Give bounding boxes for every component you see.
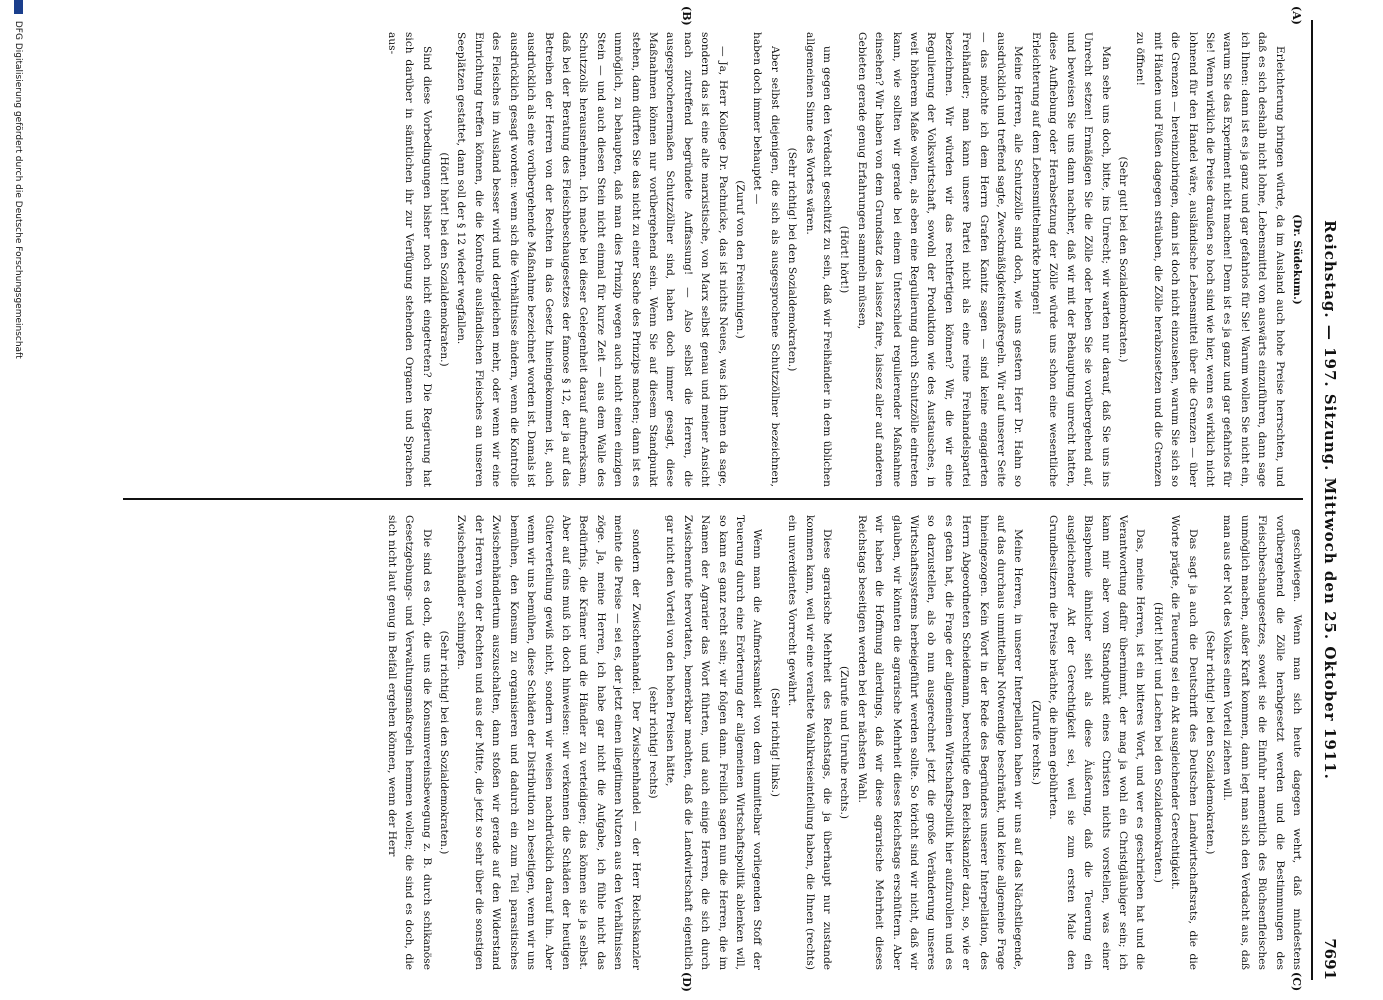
paragraph: Die sind es doch, die uns die Konsumvereinsbewegung z. B. durch schikanöse Gesetzgebungs- und Verwaltungsmaßregeln hemmen wollen; die sind es doch, die sich nicht laut genug in Beifall ergehen können, wenn der Herr xyxy=(385,515,433,970)
margin-mark-a: (A) xyxy=(1290,6,1303,25)
page-footer xyxy=(13,0,23,1000)
header-page-number: 7691 xyxy=(1321,938,1339,980)
paragraph: Diese agrarische Mehrheit des Reichstags, die ja überhaupt nur zustande kommen kann, weil wir eine veraltete Wahlkreiseinteilung haben, die Ihnen (rechts) ein unverdientes Vorrecht gewährt. xyxy=(786,515,834,970)
paragraph: Man sehe uns doch, bitte, ins Unrecht; wir warten nur darauf, daß Sie uns ins Unrecht setzen! Ermäßigen Sie die Zölle oder heben Sie sie vorübergehend auf, und beweisen Sie uns dann nachher, daß wir mit der Behauptung unrecht hatten, diese Aufhebung oder Herabsetzung der Zölle würde uns schon eine wesentliche Erleichterung auf dem Lebensmittelmarkte bringen! xyxy=(1029,32,1112,487)
interjection: (Sehr richtig! bei den Sozialdemokraten.) xyxy=(438,630,451,855)
paragraph: geschwiegen. Wenn man sich heute dagegen wehrt, daß mindestens vorübergehend die Zölle herabgesetzt werden und die Bestimmungen des Fleischbeschaugesetzes, soweit sie die Einfuhr namentlich des Büchsenfleisches unmöglich machen, außer Kraft kommen, dann legt man sich den Verdacht aus, daß man aus der Not des Volkes einen Vorteil ziehen will. xyxy=(1221,515,1303,970)
paragraph: Das, meine Herren, ist ein bitteres Wort, und wer es geschrieben hat und die Verantwortung dafür übernimmt, der mag ja wohl ein Christgläubiger sein; ich kann mir aber vom Standpunkt eines Christen nichts vorstellen, was einer Blasphemie ähnlicher sieht als diese Äußerung, daß die Teuerung ein ausgleichender Akt der Gerechtigkeit sei, weil sie zum ersten Male den Grundbesitzern die Preise brächte, die ihnen gebührten. xyxy=(1047,515,1147,970)
footer-logo-label: DFG xyxy=(13,20,23,40)
paragraph: Aber selbst diejenigen, die sich als ausgesprochene Schutzzöllner bezeichnen, haben doch immer behauptet — xyxy=(751,32,781,487)
footer-text: Digitalisierung gefördert durch die Deutsche Forschungsgemeinschaft xyxy=(13,42,23,359)
speaker-name: (Dr. Südekum.) xyxy=(1291,214,1303,305)
interjection: (Zuruf von den Freisinnigen.) xyxy=(734,180,746,339)
interjection: (Hört! hört!) xyxy=(838,225,851,294)
interjection: (Zurufe rechts.) xyxy=(1029,699,1042,786)
paragraph: — Ja, Herr Kollege Dr. Pachnicke, das ist nichts Neues, was ich Ihnen da sage, sondern das ist eine alte marxistische, von Marx selbst genau und meiner Ansicht nach zutreffend begründete Auffassung! — Also selbst die Herren, die ausgesprochenermaßen Schutzzöllner sind, haben doch immer gesagt, diese Maßnahmen können nur vorübergehend sein. Wenn Sie auf diesem Standpunkt stehen, dann dürften Sie das nicht zu einer Sache des Prinzips machen; dann ist es unmöglich, zu behaupten, daß man dies Prinzip wegen auch nicht einen einzigen Stein — und auch diesen Stein nicht einmal für kurze Zeit — aus dem Walle des Schutzzolls herausnehmen. Ich mache bei dieser Gelegenheit darauf aufmerksam, daß bei der Beratung des Fleischbeschaugesetzes der famose § 12, der ja auf das Betreiben der Herren von der Rechten in das Gesetz hineingekommen ist, auch ausdrücklich als eine vorübergehende Maßnahme bezeichnet worden ist. Damals ist ausdrücklich gesagt worden: wenn sich die Verhältnisse ändern, wenn die Kontrolle des Fleisches im Ausland besser wird und dergleichen mehr, oder wenn wir eine Einrichtung treffen können, die die Kontrolle ausländischen Fleisches an unseren Seeplätzen gestattet, dann soll der § 12 wieder wegfallen. xyxy=(455,32,729,487)
interjection: (sehr richtig! rechts) xyxy=(646,686,659,799)
paragraph: Das sagt ja auch die Deutschrift des Deutschen Landwirtschaftsrats, die die Worte prägte, die Teuerung sei ein Akt ausgleichender Gerechtigkeit. xyxy=(1169,515,1199,970)
page-header xyxy=(1313,20,1343,980)
interjection: (Sehr richtig! bei den Sozialdemokraten.) xyxy=(1203,630,1216,855)
interjection: (Sehr richtig! bei den Sozialdemokraten.) xyxy=(786,147,799,372)
column-divider xyxy=(123,498,1303,500)
margin-mark-d: (D) xyxy=(680,972,693,992)
left-column xyxy=(115,32,1305,487)
paragraph: Wenn man die Aufmerksamkeit von dem unmittelbar vorliegenden Stoff der Teuerung durch eine Erörterung der allgemeinen Wirtschaftspolitik ablenken will, so kann es ganz recht sein; wir folgen dann. Freilich sagen nun die Herren, die im Namen der Agrarier das Wort führten, und auch einige Herren, die sich durch Zwischenrufe hervortaten, bemerkbar machten, daß die Landwirtschaft eigentlich gar nicht den Vorteil von den hohen Preisen hätte, xyxy=(664,515,764,970)
interjection: (Sehr gut! bei den Sozialdemokraten.) xyxy=(1116,156,1129,363)
interjection: (Hört! hört! und Lachen bei den Sozialdemokraten.) xyxy=(1151,602,1164,883)
margin-mark-c: (C) xyxy=(1290,972,1303,992)
paragraph: Erleichterung bringen würde, da im Ausland auch hohe Preise herrschten, und daß es sich deshalb nicht lohne, Lebensmittel von auswärts einzuführen, dann sage ich Ihnen: dann ist es ja ganz und gar gefahrlos für Sie! Warum wollen Sie nicht ein, warum Sie das Experiment nicht machen! Denn ist es ja ganz und gar gefahrlos für Sie! Wenn wirklich die Preise draußen so hoch sind wie hier, wenn es wirklich nicht lohnend für den Handel wäre, ausländische Lebensmittel über die Grenzen — über die Grenzen — hereinzubringen, dann ist doch nicht einzusehen, warum Sie sich so mit Händen und Füßen dagegen sträuben, die Zölle herabzusetzen und die Grenzen zu öffnen! xyxy=(1134,32,1286,487)
paragraph: um gegen den Verdacht geschützt zu sein, daß wir Freihändler in dem üblichen allgemeinen Sinne des Wortes wären. xyxy=(803,32,834,487)
header-title: Reichstag. — 197. Sitzung. Mittwoch den 25. Oktober 1911. xyxy=(1321,220,1339,780)
margin-mark-b: (B) xyxy=(680,6,693,26)
paragraph: Sind diese Vorbedingungen bisher noch nicht eingetreten? Die Regierung hat sich darüber in sämtlichen ihr zur Verfügung stehenden Organen und Sprachen aus- xyxy=(385,32,433,487)
interjection: (Hört! hört! bei den Sozialdemokraten.) xyxy=(438,152,451,367)
paragraph: Meine Herren, in unserer Interpellation haben wir uns auf das Nächstliegende, auf das durchaus unmittelbar Notwendige beschränkt, und keine allgemeine Frage hineingezogen. Kein Wort in der Rede des Begründers unserer Interpellation, des Herrn Abgeordneten Scheidemann, berechtigte den Reichskanzler dazu, so, wie er es getan hat, die Frage der allgemeinen Wirtschaftspolitik hier aufzurollen und es so darzustellen, als ob nun ausgerechnet jetzt die große Veränderung unseres Wirtschaftssystems herbeigeführt werden sollte. So töricht sind wir nicht, daß wir glauben, wir könnten die agrarische Mehrheit dieses Reichstags erschüttern. Aber wir haben die Hoffnung allerdings, daß wir diese agrarische Mehrheit dieses Reichstags beseitigen werden bei der nächsten Wahl. xyxy=(855,515,1025,970)
dfg-logo-icon xyxy=(14,0,23,14)
paragraph: Meine Herren, alle Schutzzölle sind doch, wie uns gestern Herr Dr. Hahn so ausdrücklich und treffend sagte, Zweckmäßigkeitsmaßregeln. Wir auf unserer Seite — das möchte ich dem Herrn Grafen Kanitz sagen — sind keine engagierten Freihändler; man kann unsere Partei nicht als eine reine Freihandelspartei bezeichnen. Wir würden wir das rechtfertigen können? Wir, die wir eine Regulierung der Volkswirtschaft, sowohl der Produktion wie des Austausches, in weit höherem Maße wollen, als eben eine Regulierung durch Schutzzölle eintreten kann, wie sollten wir gerade bei einem Unterschied regulierender Maßnahme einsehen? Wir haben von dem Grundsatz des laissez faire, laissez aller auf anderen Gebieten gerade genug Erfahrungen sammeln müssen, xyxy=(855,32,1025,487)
interjection: (Zurufe und Unruhe rechts.) xyxy=(838,666,851,819)
header-rule xyxy=(1311,20,1313,980)
paragraph: sondern der Zwischenhandel. Der Zwischenhandel — der Herr Reichskanzler meinte die Preise — sei es, der jetzt einen illegitimen Nutzen aus den Verhältnissen zöge. Ja, meine Herren, ich habe gar nicht die Aufgabe, ich fühle nicht das Bedürfnis, die Krämer und die Händler zu verteidigen; das können sie ja selbst. Aber auf eins muß ich doch hinweisen: wir verkennen die Schäden der heutigen Güterverteilung gewiß nicht, sondern wir weisen nachdrücklich darauf hin. Aber wenn wir uns bemühen, diese Schäden der Distribution zu beseitigen, wenn wir uns bemühen, den Konsum zu organisieren und dadurch ein zum Teil parasitisches Zwischenhändlertum auszuschalten, dann stoßen wir gerade auf den Widerstand der Herren von der Rechten und aus der Mitte, die jetzt so sehr über die sonstigen Zwischenhändler schimpfen. xyxy=(455,515,642,970)
interjection: (Sehr richtig! links.) xyxy=(768,687,781,798)
right-column xyxy=(115,515,1305,970)
